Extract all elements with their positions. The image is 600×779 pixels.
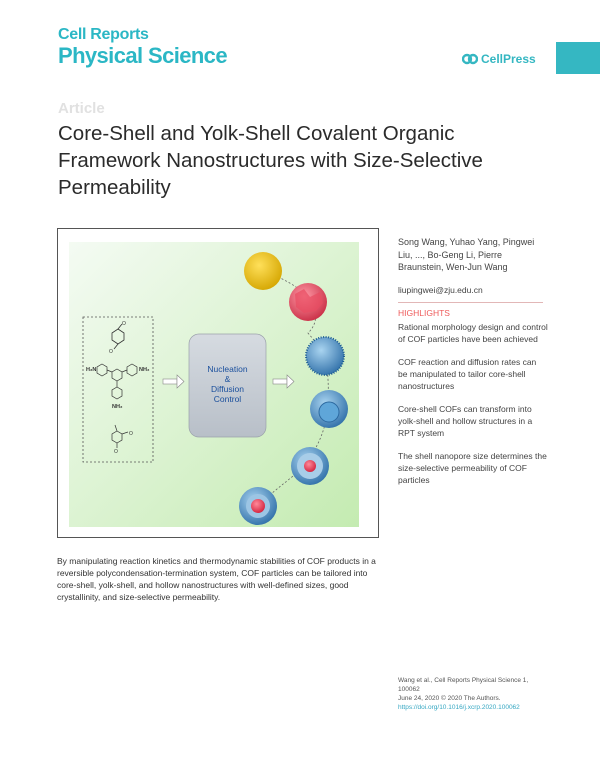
highlights-heading: HIGHLIGHTS: [398, 307, 450, 318]
journal-title-main: Physical Science: [58, 43, 227, 68]
cellpress-label: CellPress: [481, 52, 536, 66]
teal-accent-bar: [556, 42, 600, 74]
divider: [398, 302, 543, 303]
summary-text: By manipulating reaction kinetics and thermodynamic stabilities of COF products in a reversible polycondensation-termination system, COF particles can be tailored into core-shell, yolk-shell, and hollow nanostructures with well-defined sizes, good crystallinity, and size-selective permeability.: [57, 556, 376, 602]
chem-label-nh2-bottom: NH₂: [112, 404, 123, 410]
blue-particle: [306, 337, 344, 375]
cellpress-logo: [462, 51, 536, 67]
citation-date: June 24, 2020 © 2020 The Authors.: [398, 695, 501, 702]
chem-label-o-top: O: [122, 321, 126, 327]
gold-particle: [244, 252, 282, 290]
journal-title-top: Cell Reports: [58, 26, 149, 43]
citation-doi[interactable]: https://doi.org/10.1016/j.xcrp.2020.100062: [398, 704, 520, 711]
article-title: Core-Shell and Yolk-Shell Covalent Organic Framework Nanostructures with Size-Selective Permeability: [58, 122, 483, 199]
hollow-particle: [310, 390, 348, 428]
pink-particle: [289, 283, 327, 321]
center-box-line-2: &: [224, 374, 231, 384]
article-sidebar: [398, 236, 548, 497]
chem-label-h2n: H₂N: [86, 367, 97, 373]
chem-label-o-left: O: [114, 449, 118, 455]
highlight-4: The shell nanopore size determines the size-selective permeability of COF particles: [398, 450, 547, 485]
highlight-3: Core-shell COFs can transform into yolk-shell and hollow structures in a RPT system: [398, 403, 533, 438]
article-type-label: Article: [58, 100, 105, 117]
citation-block: [398, 676, 548, 712]
corresponding-email[interactable]: liupingwei@zju.edu.cn: [398, 284, 483, 295]
center-box-line-3: Diffusion: [211, 384, 244, 394]
highlight-2: COF reaction and diffusion rates can be manipulated to tailor core-shell nanostructures: [398, 356, 537, 391]
center-box-line-1: Nucleation: [207, 364, 248, 374]
cellpress-icon: [462, 52, 478, 66]
chem-label-o-bottom: O: [109, 349, 113, 355]
chem-label-nh2-right: NH₂: [139, 367, 150, 373]
center-box-line-4: Control: [213, 394, 242, 404]
authors: Song Wang, Yuhao Yang, Pingwei Liu, ..., Bo-Geng Li, Pierre Braunstein, Wen-Jun Wang: [398, 237, 535, 272]
yolk-shell-particle: [291, 447, 329, 485]
graphical-abstract: [57, 228, 379, 538]
citation-ref: Wang et al., Cell Reports Physical Science 1, 100062: [398, 677, 529, 693]
core-shell-particle: [239, 487, 277, 525]
highlight-1: Rational morphology design and control of COF particles have been achieved: [398, 321, 548, 344]
chem-label-o-right: O: [129, 431, 133, 437]
